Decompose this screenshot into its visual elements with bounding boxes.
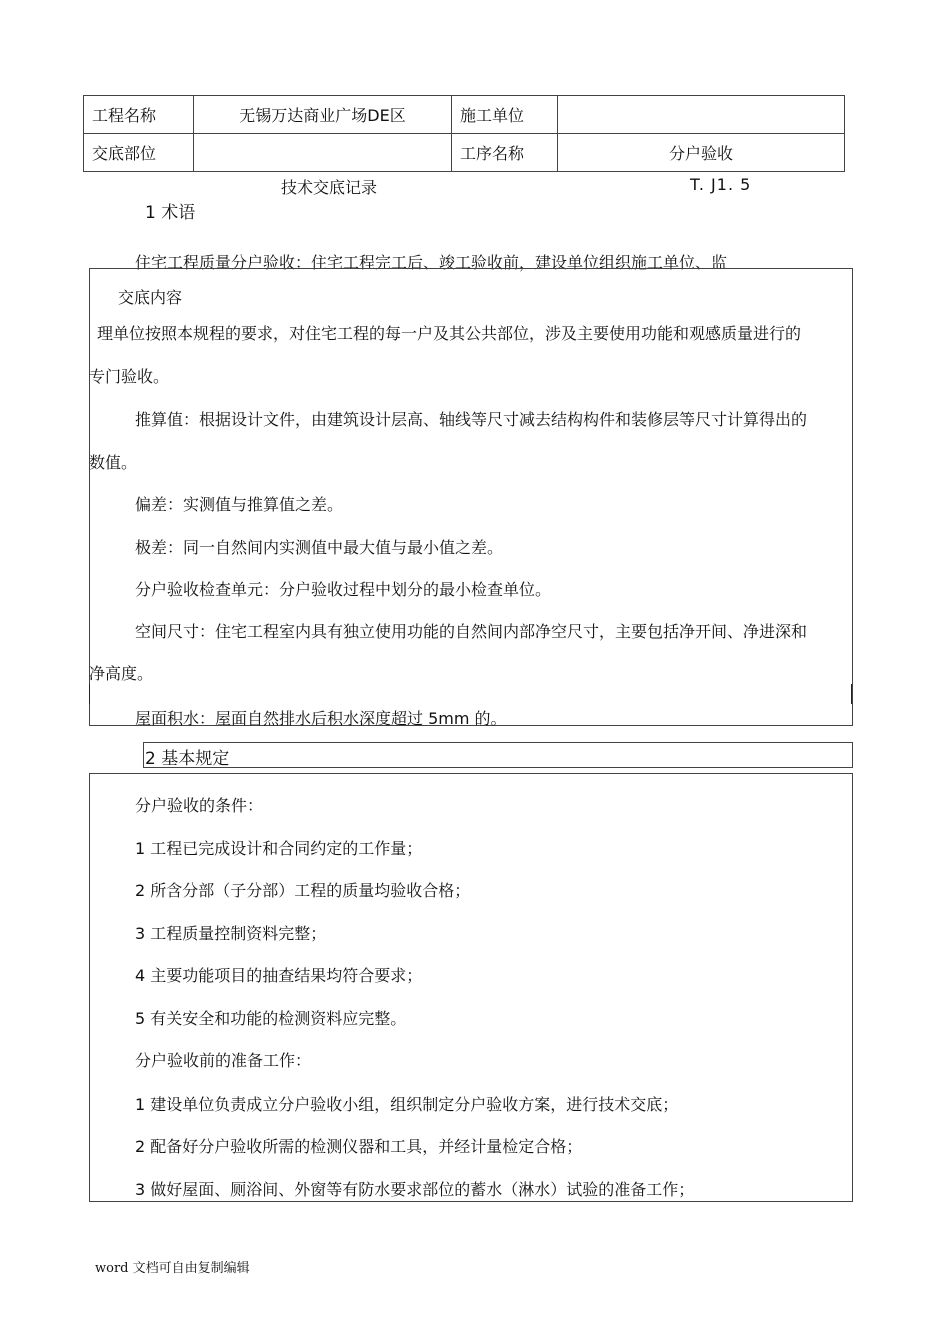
section-1-heading: 1 术语 — [145, 203, 196, 223]
provision-line: 1 建设单位负责成立分户验收小组，组织制定分户验收方案，进行技术交底； — [135, 1095, 679, 1114]
content-line: 偏差：实测值与推算值之差。 — [135, 495, 344, 514]
content-line: 分户验收检查单元：分户验收过程中划分的最小检查单位。 — [135, 580, 552, 599]
project-name-value: 无锡万达商业广场DE区 — [194, 96, 452, 134]
intro-paragraph: 住宅工程质量分户验收：住宅工程完工后、竣工验收前，建设单位组织施工单位、监 — [135, 253, 728, 272]
provision-line: 分户验收前的准备工作： — [135, 1051, 312, 1070]
provision-line: 分户验收的条件： — [135, 796, 264, 815]
box-left-mark — [89, 684, 90, 704]
box-right-mark — [851, 684, 852, 704]
content-line: 推算值：根据设计文件，由建筑设计层高、轴线等尺寸减去结构构件和装修层等尺寸计算得出的 — [135, 410, 808, 429]
section-2-heading: 2 基本规定 — [145, 749, 230, 769]
handover-part-value — [194, 134, 452, 172]
content-line: 净高度。 — [89, 664, 154, 683]
provision-line: 3 工程质量控制资料完整； — [135, 924, 327, 943]
provision-line: 2 所含分部（子分部）工程的质量均验收合格； — [135, 881, 471, 900]
handover-content-label: 交底内容 — [118, 288, 183, 307]
content-line: 屋面积水：屋面自然排水后积水深度超过 5mm 的。 — [135, 709, 507, 728]
content-line: 专门验收。 — [89, 367, 170, 386]
record-code: T. J1. 5 — [690, 175, 752, 194]
content-line: 数值。 — [89, 453, 138, 472]
content-line: 理单位按照本规程的要求，对住宅工程的每一户及其公共部位，涉及主要使用功能和观感质量进行的 — [97, 324, 802, 343]
content-line: 极差：同一自然间内实测值中最大值与最小值之差。 — [135, 538, 504, 557]
header-row-1 — [84, 96, 845, 134]
construction-unit-label: 施工单位 — [452, 96, 558, 134]
provision-line: 5 有关安全和功能的检测资料应完整。 — [135, 1009, 407, 1028]
provision-line: 3 做好屋面、厕浴间、外窗等有防水要求部位的蓄水（淋水）试验的准备工作； — [135, 1180, 695, 1199]
content-line: 空间尺寸：住宅工程室内具有独立使用功能的自然间内部净空尺寸，主要包括净开间、净进深和 — [135, 622, 808, 641]
header-row-2 — [84, 134, 845, 172]
process-name-value: 分户验收 — [558, 134, 845, 172]
record-title: 技术交底记录 — [281, 178, 378, 197]
project-name-label: 工程名称 — [84, 96, 194, 134]
handover-part-label: 交底部位 — [84, 134, 194, 172]
provision-line: 4 主要功能项目的抽查结果均符合要求； — [135, 966, 423, 985]
provision-line: 1 工程已完成设计和合同约定的工作量； — [135, 839, 423, 858]
process-name-label: 工序名称 — [452, 134, 558, 172]
section-2-heading-box — [143, 742, 853, 768]
construction-unit-value — [558, 96, 845, 134]
header-table — [83, 95, 845, 172]
footer-note: word 文档可自由复制编辑 — [95, 1261, 250, 1276]
provision-line: 2 配备好分户验收所需的检测仪器和工具，并经计量检定合格； — [135, 1137, 583, 1156]
